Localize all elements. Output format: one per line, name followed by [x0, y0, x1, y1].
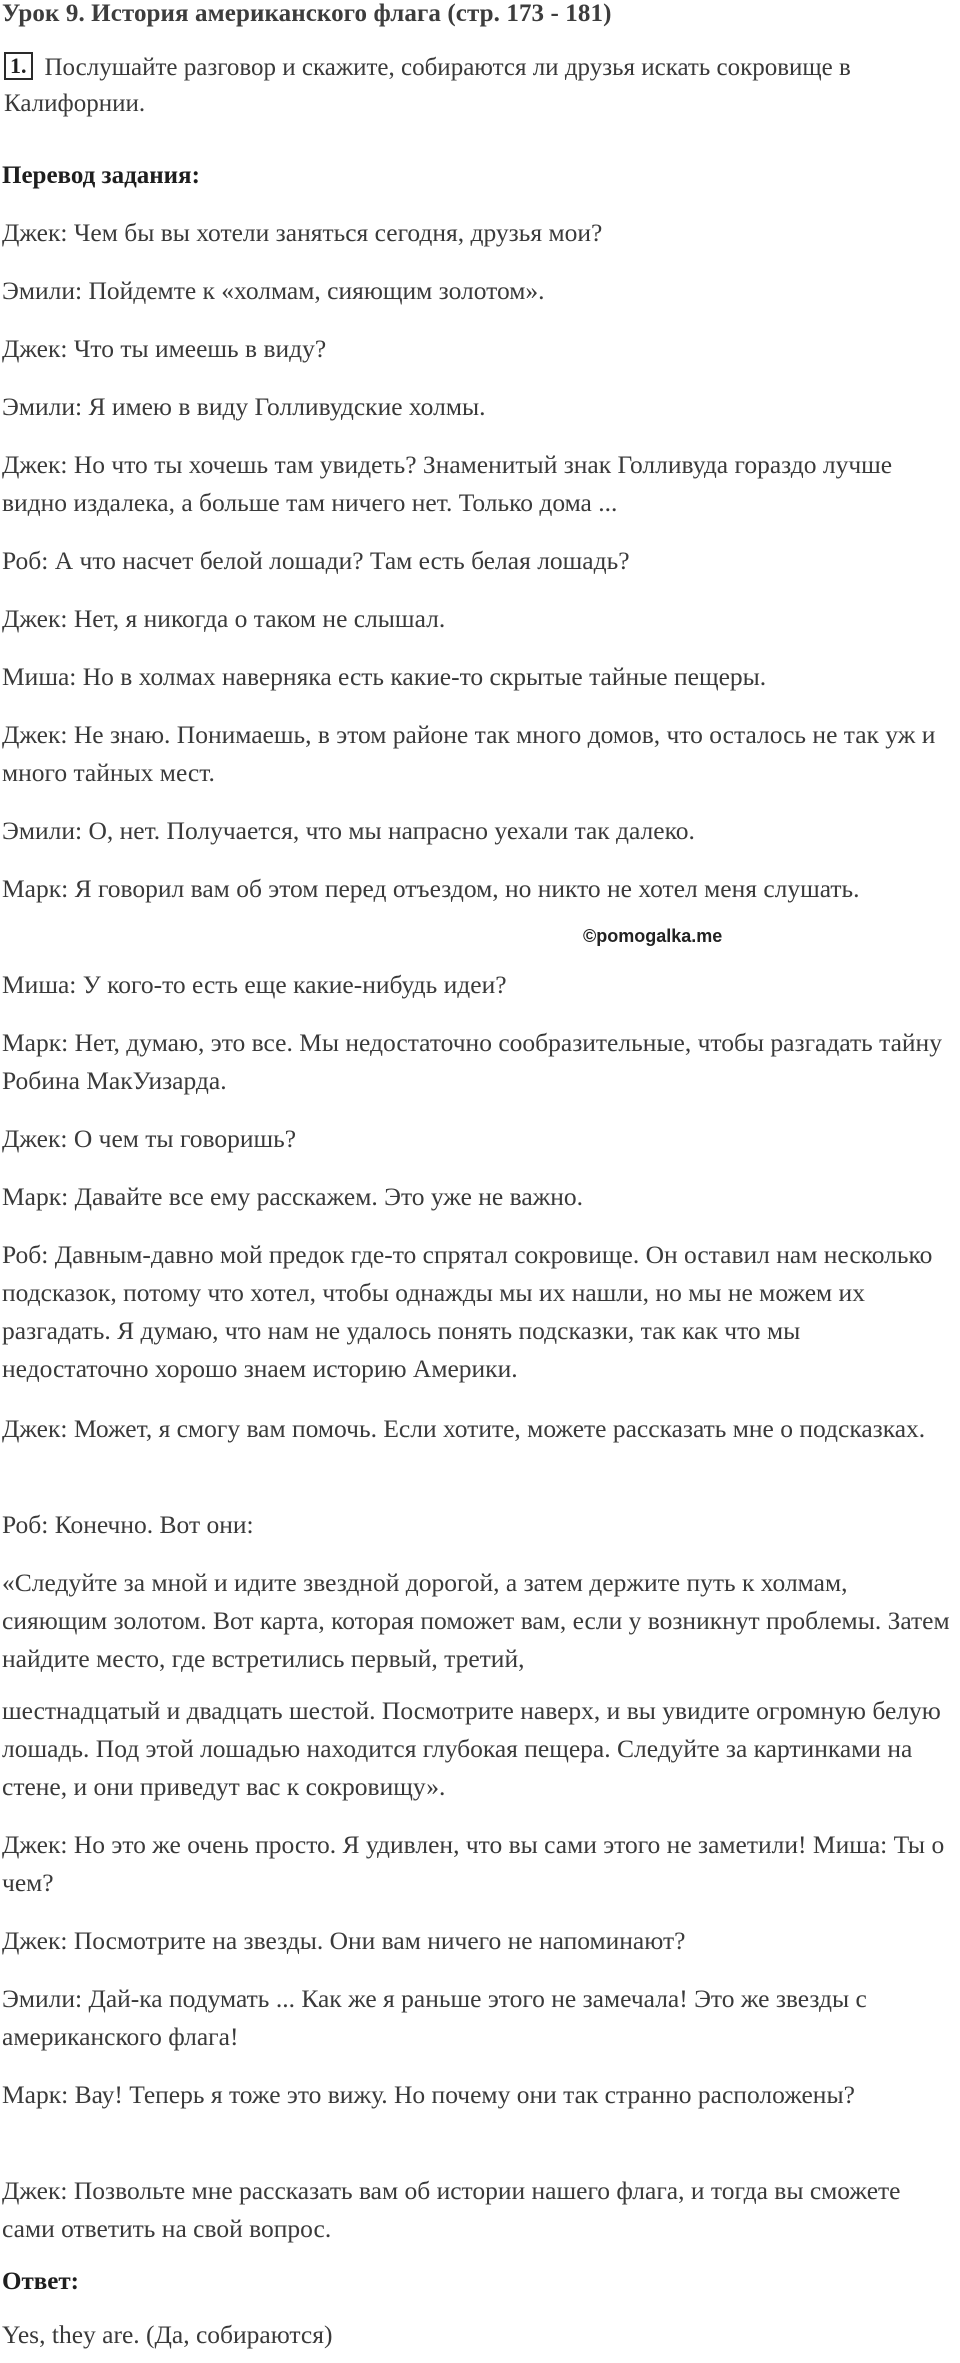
dialogue-line: Джек: Позвольте мне рассказать вам об истории нашего флага, и тогда вы сможете сами ответить на свой вопрос.: [2, 2176, 901, 2243]
answer-text: Yes, they are. (Да, собираются): [2, 2320, 333, 2349]
dialogue-line: Эмили: О, нет. Получается, что мы напрасно уехали так далеко.: [2, 816, 695, 845]
dialogue-line: Марк: Я говорил вам об этом перед отъездом, но никто не хотел меня слушать.: [2, 874, 860, 903]
task-text: Послушайте разговор и скажите, собираются ли друзья искать сокровище в Калифорнии.: [4, 54, 851, 117]
dialogue-line: Роб: Давным-давно мой предок где-то спрятал сокровище. Он оставил нам несколько подсказок, потому что хотел, чтобы однажды мы их нашли, но мы не можем их разгадать. Я думаю, что нам не удалось понять подсказки, так как что мы недостаточно хорошо знаем историю Америки.: [2, 1240, 933, 1383]
dialogue-line: Эмили: Пойдемте к «холмам, сияющим золотом».: [2, 276, 545, 305]
dialogue-line: Эмили: Дай-ка подумать ... Как же я раньше этого не замечала! Это же звезды с американского флага!: [2, 1984, 867, 2051]
dialogue-line: Джек: Посмотрите на звезды. Они вам ничего не напоминают?: [2, 1926, 686, 1955]
dialogue-line: «Следуйте за мной и идите звездной дорогой, а затем держите путь к холмам, сияющим золотом. Вот карта, которая поможет вам, если у возникнут проблемы. Затем найдите место, где встретились первый, третий,: [2, 1568, 950, 1673]
dialogue-line: Джек: О чем ты говоришь?: [2, 1124, 297, 1153]
dialogue-line: Роб: Конечно. Вот они:: [2, 1510, 254, 1539]
dialogue-line: Джек: Не знаю. Понимаешь, в этом районе так много домов, что осталось не так уж и много тайных мест.: [2, 720, 936, 787]
dialogue-line: Джек: Может, я смогу вам помочь. Если хотите, можете рассказать мне о подсказках.: [2, 1414, 926, 1443]
dialogue-line: Джек: Нет, я никогда о таком не слышал.: [2, 604, 446, 633]
dialogue-line: Миша: Но в холмах наверняка есть какие-то скрытые тайные пещеры.: [2, 662, 767, 691]
dialogue-line: Марк: Вау! Теперь я тоже это вижу. Но почему они так странно расположены?: [2, 2080, 855, 2109]
dialogue-line: шестнадцатый и двадцать шестой. Посмотрите наверх, и вы увидите огромную белую лошадь. Под этой лошадью находится глубокая пещера. Следуйте за картинками на стене, и они приведут вас к сокровищу».: [2, 1696, 941, 1801]
watermark: ©pomogalka.me: [583, 926, 723, 946]
task-instruction: [4, 50, 934, 122]
dialogue-line: Джек: Что ты имеешь в виду?: [2, 334, 327, 363]
translation-heading: Перевод задания:: [2, 162, 200, 189]
dialogue-line: Эмили: Я имею в виду Голливудские холмы.: [2, 392, 486, 421]
task-number-box: 1.: [4, 52, 33, 80]
dialogue-line: Джек: Чем бы вы хотели заняться сегодня, друзья мои?: [2, 218, 603, 247]
dialogue-line: Джек: Но это же очень просто. Я удивлен, что вы сами этого не заметили! Миша: Ты о чем?: [2, 1830, 945, 1897]
answer-heading: Ответ:: [2, 2268, 79, 2295]
dialogue-line: Роб: А что насчет белой лошади? Там есть белая лошадь?: [2, 546, 630, 575]
dialogue-line: Марк: Нет, думаю, это все. Мы недостаточно сообразительные, чтобы разгадать тайну Робина МакУизарда.: [2, 1028, 942, 1095]
dialogue-line: Марк: Давайте все ему расскажем. Это уже не важно.: [2, 1182, 584, 1211]
dialogue-line: Джек: Но что ты хочешь там увидеть? Знаменитый знак Голливуда гораздо лучше видно издалека, а больше там ничего нет. Только дома ...: [2, 450, 893, 517]
dialogue-line: Миша: У кого-то есть еще какие-нибудь идеи?: [2, 970, 507, 999]
lesson-title: Урок 9. История американского флага (стр. 173 - 181): [2, 0, 612, 27]
